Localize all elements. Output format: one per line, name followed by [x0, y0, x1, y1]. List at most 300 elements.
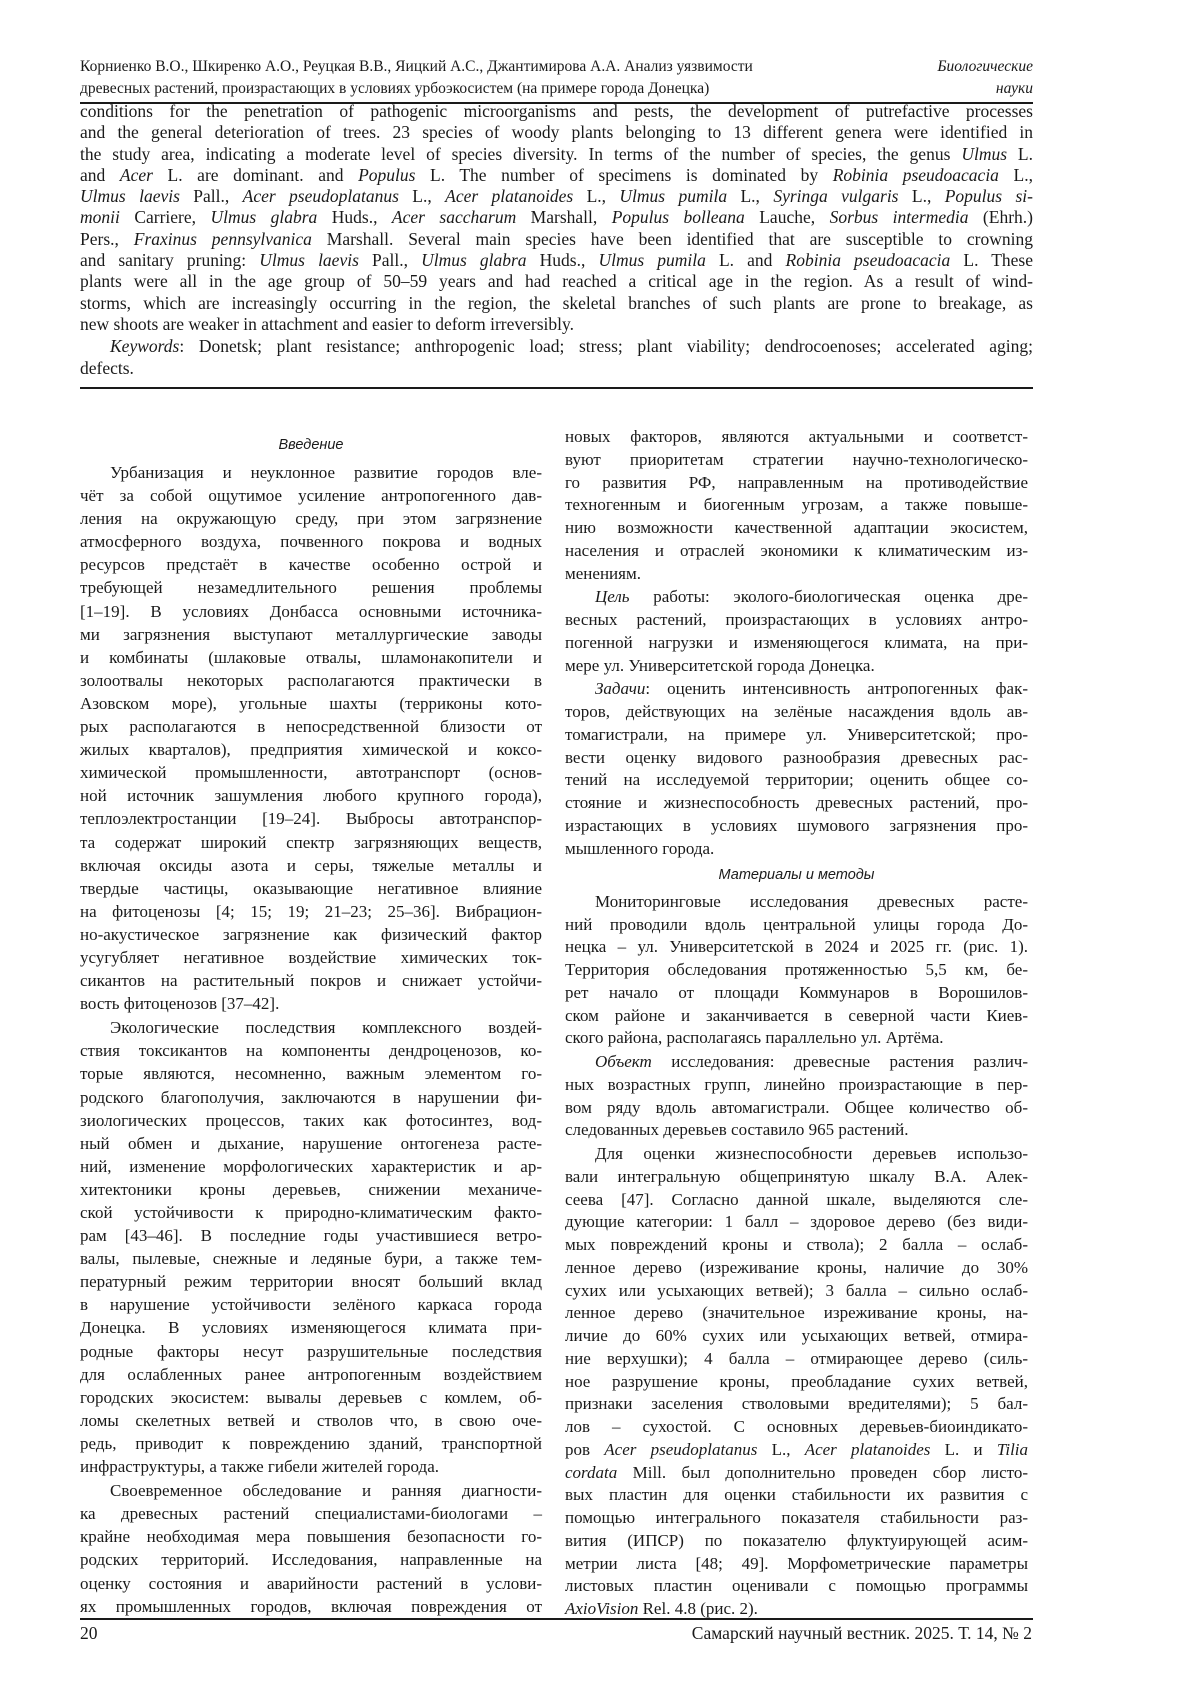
header-citation: [80, 56, 753, 99]
text-line: [80, 1572, 542, 1595]
text-run: рам [43–46]. В последние годы участившиеся ветро-: [80, 1226, 542, 1245]
italic-term: Acer pseudoplatanus: [604, 1440, 757, 1459]
italic-term: Ulmus glabra: [421, 250, 526, 270]
text-line: [80, 165, 1033, 186]
text-line: [80, 1224, 542, 1247]
text-run: ный обмен и дыхание, нарушение онтогенеза расте-: [80, 1134, 542, 1153]
text-line: [80, 1062, 542, 1085]
text-line: [80, 738, 542, 761]
text-run: Мониторинговые исследования древесных расте-: [595, 892, 1028, 911]
text-run: вали интегральную общепринятую шкалу В.А. Алек-: [565, 1167, 1028, 1186]
text-line: [80, 1316, 542, 1339]
text-run: нецка – ул. Университетской в 2024 и 2025 гг. (рис. 1).: [565, 937, 1028, 956]
text-run: вития (ИПСР) по показателю флуктуирующей асим-: [565, 1531, 1028, 1550]
italic-term: AxioVision: [565, 1599, 638, 1618]
text-run: включая оксиды азота и серы, тяжелые металлы и: [80, 856, 542, 875]
text-run: Урбанизация и неуклонное развитие городов вле-: [110, 463, 542, 482]
header-citation-line: древесных растений, произрастающих в условиях урбоэкосистем (на примере города Донецка): [80, 78, 753, 100]
text-line: [565, 1097, 1028, 1120]
text-run: вость фитоценозов [37–42].: [80, 994, 279, 1013]
text-line: [80, 807, 542, 830]
paragraph: [80, 1016, 542, 1478]
text-line: [80, 1340, 542, 1363]
text-run: сеева [47]. Согласно данной шкале, выделяются сле-: [565, 1190, 1028, 1209]
text-run: на фитоценозы [4; 15; 19; 21–23; 25–36]. Вибрацион-: [80, 902, 542, 921]
text-run: дующие категории: 1 балл – здоровое дерево (без види-: [565, 1212, 1028, 1231]
text-run: L.,: [899, 186, 945, 206]
text-run: L.,: [999, 165, 1033, 185]
text-run: L. и: [930, 1440, 996, 1459]
text-line: [80, 1155, 542, 1178]
text-line: [80, 553, 542, 576]
text-run: L. and: [706, 250, 786, 270]
text-line: [565, 1189, 1028, 1212]
text-line: [80, 1479, 542, 1502]
text-run: зиологических процессов, таких как фотосинтез, вод-: [80, 1111, 542, 1130]
text-run: менениям.: [565, 564, 641, 583]
text-line: [565, 1234, 1028, 1257]
text-line: [80, 271, 1033, 292]
text-run: ние верхушки); 4 балла – отмирающее дерево (силь-: [565, 1349, 1028, 1368]
paragraph: [565, 586, 1028, 677]
text-line: [565, 1484, 1028, 1507]
italic-term: Ulmus: [961, 144, 1007, 164]
italic-term: Robinia pseudoacacia: [786, 250, 951, 270]
text-line: [80, 229, 1033, 250]
text-line: [565, 815, 1028, 838]
text-line: [80, 1270, 542, 1293]
italic-term: Ulmus laevis: [80, 186, 180, 206]
left-column: [80, 426, 542, 1618]
text-run: ной источник зашумления любого крупного города),: [80, 786, 542, 805]
text-run: conditions for the penetration of pathogenic microorganisms and pests, the development of putrefactive processes: [80, 101, 1033, 121]
text-line: [80, 923, 542, 946]
text-run: plants were all in the age group of 50–59 years and had reached a critical age in the region. As a result of wind-: [80, 271, 1033, 291]
text-run: Rel. 4.8 (рис. 2).: [638, 1599, 758, 1618]
text-run: Для оценки жизнеспособности деревьев использо-: [595, 1144, 1028, 1163]
text-run: хитектоники кроны деревьев, снижении механиче-: [80, 1180, 542, 1199]
section-heading: Введение: [80, 426, 542, 461]
text-line: [80, 186, 1033, 207]
text-line: [80, 314, 1033, 335]
text-run: ний, изменение морфологических характеристик и ар-: [80, 1157, 542, 1176]
paragraph: [565, 1051, 1028, 1142]
text-run: и комбинаты (шлаковые отвалы, шламонакопители и: [80, 648, 542, 667]
text-line: [80, 484, 542, 507]
text-run: родные факторы несут разрушительные последствия: [80, 1342, 542, 1361]
text-run: the study area, indicating a moderate level of species diversity. In terms of the number of species, the genus: [80, 144, 961, 164]
text-line: [80, 992, 542, 1015]
text-line: [565, 426, 1028, 449]
text-line: [80, 1132, 542, 1155]
text-run: Mill. был дополнительно проведен сбор листо-: [617, 1463, 1028, 1482]
italic-term: monii: [80, 207, 120, 227]
text-run: торов, действующих на зелёные насаждения вдоль ав-: [565, 702, 1028, 721]
text-run: исследования: древесные растения различ-: [652, 1052, 1028, 1071]
text-run: сикантов на растительный покров и снижает устойчи-: [80, 971, 542, 990]
text-line: [565, 701, 1028, 724]
italic-term: Объект: [595, 1052, 652, 1071]
text-line: [565, 1027, 1028, 1050]
text-line: [565, 914, 1028, 937]
italic-term: Populus: [358, 165, 415, 185]
text-line: [80, 669, 542, 692]
text-run: новых факторов, являются актуальными и соответст-: [565, 427, 1028, 446]
italic-term: Sorbus intermedia: [830, 207, 969, 227]
text-run: L.,: [399, 186, 445, 206]
text-line: [565, 1143, 1028, 1166]
text-line: [565, 1393, 1028, 1416]
text-line: [80, 1016, 542, 1039]
text-run: L. are dominant. and: [153, 165, 358, 185]
text-line: [80, 1386, 542, 1409]
text-line: [565, 1119, 1028, 1142]
text-line: [80, 1293, 542, 1316]
text-run: в нарушение устойчивости зелёного каркаса города: [80, 1295, 542, 1314]
text-run: [1–19]. В условиях Донбасса основными источника-: [80, 602, 542, 621]
text-run: Территория обследования протяженностью 5,5 км, бе-: [565, 960, 1028, 979]
italic-term: Ulmus pumila: [598, 250, 705, 270]
header-section: [937, 56, 1033, 99]
text-line: [565, 1416, 1028, 1439]
text-run: городских экосистем: вывалы деревьев с комлем, об-: [80, 1388, 542, 1407]
text-run: требующей незамедлительного решения проблемы: [80, 578, 542, 597]
text-run: ском районе и заканчивается в северной части Киев-: [565, 1006, 1028, 1025]
footer-divider: [80, 1618, 1033, 1620]
italic-term: Keywords: [110, 336, 179, 356]
text-line: [565, 1575, 1028, 1598]
text-run: L.: [1007, 144, 1033, 164]
text-line: [80, 293, 1033, 314]
text-run: золоотвалы некоторых располагаются практически в: [80, 671, 542, 690]
text-line: [565, 1325, 1028, 1348]
text-run: Азовском море), угольные шахты (терриконы кото-: [80, 694, 542, 713]
text-line: [565, 1507, 1028, 1530]
text-run: торые являются, несомненно, важным элементом го-: [80, 1064, 542, 1083]
text-run: Pall.,: [180, 186, 243, 206]
text-line: [565, 1530, 1028, 1553]
text-run: весных растений, произрастающих в условиях антро-: [565, 610, 1028, 629]
text-run: тений на исследуемой территории; оценить общее со-: [565, 770, 1028, 789]
text-run: Marshall. Several main species have been identified that are susceptible to crowning: [312, 229, 1033, 249]
text-line: [80, 761, 542, 784]
text-line: [80, 600, 542, 623]
text-line: [565, 494, 1028, 517]
paragraph: [565, 1143, 1028, 1621]
running-header: [80, 56, 1033, 104]
text-run: химической промышленности, автотранспорт (основ-: [80, 763, 542, 782]
text-run: пературный режим территории вносят больший вклад: [80, 1272, 542, 1291]
text-line: [80, 784, 542, 807]
text-line: [80, 646, 542, 669]
italic-term: Populus si-: [945, 186, 1033, 206]
text-run: Carriere,: [120, 207, 211, 227]
text-run: лов – сухостой. С основных деревьев-биоиндикато-: [565, 1417, 1028, 1436]
text-run: вуют приоритетам стратегии научно-технологическо-: [565, 450, 1028, 469]
text-line: [565, 632, 1028, 655]
text-run: L. The number of specimens is dominated by: [415, 165, 832, 185]
text-line: [565, 1553, 1028, 1576]
text-run: редь, приводит к повреждению зданий, транспортной: [80, 1434, 542, 1453]
text-run: помощью интегрального показателя стабильности раз-: [565, 1508, 1028, 1527]
text-line: [80, 1039, 542, 1062]
text-run: мых повреждений кроны и ствола); 2 балла – ослаб-: [565, 1235, 1028, 1254]
italic-term: Fraxinus pennsylvanica: [134, 229, 312, 249]
text-run: родских территорий. Исследования, направленные на: [80, 1550, 542, 1569]
text-run: атмосферного воздуха, почвенного покрова и водных: [80, 532, 542, 551]
text-line: [80, 122, 1033, 143]
text-line: [80, 831, 542, 854]
text-line: [565, 1280, 1028, 1303]
text-run: работы: эколого-биологическая оценка дре-: [630, 587, 1028, 606]
text-run: : оценить интенсивность антропогенных фак-: [645, 679, 1028, 698]
text-run: ное разрушение кроны, преобладание сухих ветвей,: [565, 1372, 1028, 1391]
text-run: листовых пластин оценивали с помощью программы: [565, 1576, 1028, 1595]
text-line: [565, 1371, 1028, 1394]
text-run: L. These: [950, 250, 1033, 270]
text-line: [80, 1178, 542, 1201]
text-line: [565, 563, 1028, 586]
text-line: [565, 1005, 1028, 1028]
italic-term: Acer platanoides: [805, 1440, 931, 1459]
text-line: [80, 507, 542, 530]
text-run: ми загрязнения выступают металлургические заводы: [80, 625, 542, 644]
text-run: new shoots are weaker in attachment and easier to deform irreversibly.: [80, 314, 574, 334]
italic-term: Acer saccharum: [392, 207, 516, 227]
text-line: [565, 724, 1028, 747]
text-run: признаки заселения стволовыми вредителями); 5 бал-: [565, 1394, 1028, 1413]
right-column: [565, 426, 1028, 1621]
text-run: : Donetsk; plant resistance; anthropogenic load; stress; plant viability; dendrocoenoses; accelerated aging;: [179, 336, 1033, 356]
text-line: [565, 1211, 1028, 1234]
text-line: [80, 576, 542, 599]
text-run: теплоэлектростанции [19–24]. Выбросы автотранспор-: [80, 809, 542, 828]
page-number: 20: [80, 1622, 98, 1644]
text-line: [565, 1257, 1028, 1280]
text-run: L.,: [573, 186, 619, 206]
header-section-line: Биологические: [937, 56, 1033, 78]
text-line: [565, 449, 1028, 472]
text-line: [80, 623, 542, 646]
paragraph: [80, 1479, 542, 1618]
text-line: [565, 936, 1028, 959]
text-line: [80, 1525, 542, 1548]
paragraph: [80, 336, 1033, 379]
text-run: оценку состояния и аварийности растений в услови-: [80, 1574, 542, 1593]
text-run: населения и отраслей экономики к климатическим из-: [565, 541, 1028, 560]
text-line: [80, 877, 542, 900]
text-line: [80, 969, 542, 992]
text-line: [80, 461, 542, 484]
text-run: defects.: [80, 358, 134, 378]
text-run: Huds.,: [527, 250, 599, 270]
text-run: родского благополучия, заключаются в нарушении фи-: [80, 1088, 542, 1107]
text-run: ка древесных растений специалистами-биологами –: [80, 1504, 542, 1523]
text-run: ления на окружающую среду, при этом загрязнение: [80, 509, 542, 528]
text-line: [565, 472, 1028, 495]
text-run: чёт за собой ощутимое усиление антропогенного дав-: [80, 486, 542, 505]
text-run: валы, пылевые, снежные и ледяные бури, а также тем-: [80, 1249, 542, 1268]
text-line: [565, 1051, 1028, 1074]
text-line: [80, 1502, 542, 1525]
text-line: [80, 144, 1033, 165]
text-run: ской устойчивости к природно-климатическим факто-: [80, 1203, 542, 1222]
text-run: го развития РФ, направленным на противодействие: [565, 473, 1028, 492]
text-run: метрии листа [48; 49]. Морфометрические параметры: [565, 1554, 1028, 1573]
text-line: [80, 336, 1033, 357]
text-line: [565, 1166, 1028, 1189]
text-line: [80, 1201, 542, 1224]
paragraph: [80, 461, 542, 1015]
text-line: [80, 101, 1033, 122]
text-run: техногенным и биогенным угрозам, а также повыше-: [565, 495, 1028, 514]
text-run: ломы скелетных ветвей и стволов что, в свою оче-: [80, 1411, 542, 1430]
text-line: [565, 747, 1028, 770]
text-run: усугубляет негативное воздействие химических ток-: [80, 948, 542, 967]
text-line: [565, 1348, 1028, 1371]
section-heading: Материалы и методы: [565, 860, 1028, 891]
text-run: вых пластин для оценки стабильности их развития с: [565, 1485, 1028, 1504]
text-run: мышленного города.: [565, 839, 714, 858]
text-run: нию возможности качественной адаптации экосистем,: [565, 518, 1028, 537]
text-run: для ослабленных ранее антропогенным воздействием: [80, 1365, 542, 1384]
text-run: and sanitary pruning:: [80, 250, 259, 270]
text-run: and the general deterioration of trees. 23 species of woody plants belonging to 13 different genera were identified in: [80, 122, 1033, 142]
italic-term: Ulmus pumila: [619, 186, 727, 206]
text-run: ленное дерево (значительное изреживание кроны, на-: [565, 1303, 1028, 1322]
italic-term: Acer: [120, 165, 153, 185]
text-run: ресурсов предстаёт в качестве особенно острой и: [80, 555, 542, 574]
text-run: Pers.,: [80, 229, 134, 249]
text-run: Экологические последствия комплексного воздей-: [110, 1018, 542, 1037]
text-line: [565, 891, 1028, 914]
text-line: [80, 692, 542, 715]
text-line: [565, 1439, 1028, 1462]
text-line: [80, 530, 542, 553]
italic-term: Acer pseudoplatanus: [243, 186, 399, 206]
text-run: мере ул. Университетской города Донецка.: [565, 656, 875, 675]
text-run: жилых кварталов), предприятия химической и коксо-: [80, 740, 542, 759]
text-run: ях промышленных городов, включая повреждения от: [80, 1597, 542, 1616]
text-run: стояние и жизнеспособность древесных растений, про-: [565, 793, 1028, 812]
text-run: но-акустическое загрязнение как физический фактор: [80, 925, 542, 944]
text-line: [565, 517, 1028, 540]
text-run: Huds.,: [317, 207, 392, 227]
italic-term: Robinia pseudoacacia: [833, 165, 999, 185]
text-run: L.,: [727, 186, 773, 206]
text-run: Донецка. В условиях изменяющегося климата при-: [80, 1318, 542, 1337]
text-run: следованных деревьев составило 965 растений.: [565, 1120, 908, 1139]
text-line: [565, 792, 1028, 815]
italic-term: Ulmus glabra: [210, 207, 317, 227]
text-line: [80, 358, 1033, 379]
text-line: [80, 900, 542, 923]
text-line: [565, 540, 1028, 563]
text-line: [565, 1074, 1028, 1097]
text-line: [80, 207, 1033, 228]
italic-term: Syringa vulgaris: [773, 186, 898, 206]
paragraph: [565, 426, 1028, 585]
text-run: вом ряду вдоль автомагистрали. Общее количество об-: [565, 1098, 1028, 1117]
text-run: израстающих в условиях шумового загрязнения про-: [565, 816, 1028, 835]
text-line: [80, 1363, 542, 1386]
italic-term: Populus bolleana: [612, 207, 745, 227]
text-line: [565, 678, 1028, 701]
italic-term: Ulmus laevis: [259, 250, 359, 270]
italic-term: Acer platanoides: [445, 186, 573, 206]
text-line: [80, 1455, 542, 1478]
text-run: рет начало от площади Коммунаров в Ворошилов-: [565, 983, 1028, 1002]
text-run: ленное дерево (изреживание кроны, наличие до 30%: [565, 1258, 1028, 1277]
text-run: твердые частицы, оказывающие негативное влияние: [80, 879, 542, 898]
text-line: [80, 946, 542, 969]
text-line: [565, 982, 1028, 1005]
text-run: and: [80, 165, 120, 185]
text-run: Marshall,: [516, 207, 612, 227]
text-run: сухих или усыхающих ветвей); 3 балла – сильно ослаб-: [565, 1281, 1028, 1300]
text-line: [565, 1462, 1028, 1485]
text-run: (Ehrh.): [968, 207, 1033, 227]
text-line: [565, 838, 1028, 861]
text-run: ных возрастных групп, линейно произрастающие в пер-: [565, 1075, 1028, 1094]
italic-term: cordata: [565, 1463, 617, 1482]
text-line: [565, 586, 1028, 609]
text-line: [80, 250, 1033, 271]
paragraph: [565, 891, 1028, 1050]
text-line: [565, 655, 1028, 678]
text-line: [80, 1595, 542, 1618]
text-line: [565, 769, 1028, 792]
italic-term: Задачи: [595, 679, 645, 698]
text-line: [80, 715, 542, 738]
text-run: ров: [565, 1440, 604, 1459]
text-run: ствия токсикантов на компоненты дендроценозов, ко-: [80, 1041, 542, 1060]
paragraph: [565, 678, 1028, 860]
text-line: [80, 1247, 542, 1270]
text-line: [80, 1086, 542, 1109]
text-line: [80, 854, 542, 877]
text-line: [565, 1302, 1028, 1325]
text-run: Lauche,: [745, 207, 830, 227]
text-run: Своевременное обследование и ранняя диагности-: [110, 1481, 542, 1500]
text-run: крайне необходимая мера повышения безопасности го-: [80, 1527, 542, 1546]
text-run: ний проводили вдоль центральной улицы города До-: [565, 915, 1028, 934]
header-section-line: науки: [937, 78, 1033, 100]
italic-term: Цель: [595, 587, 630, 606]
text-line: [80, 1548, 542, 1571]
text-run: рых располагаются в непосредственной близости от: [80, 717, 542, 736]
text-line: [565, 959, 1028, 982]
paragraph: [80, 101, 1033, 335]
text-run: Pall.,: [359, 250, 421, 270]
text-run: та содержат широкий спектр загрязняющих веществ,: [80, 833, 542, 852]
text-run: личие до 60% сухих или усыхающих ветвей, отмира-: [565, 1326, 1028, 1345]
text-run: вести оценку видового разнообразия древесных рас-: [565, 748, 1028, 767]
text-run: storms, which are increasingly occurring in the region, the skeletal branches of such plants are prone to breakage, as: [80, 293, 1033, 313]
journal-citation: Самарский научный вестник. 2025. Т. 14, № 2: [692, 1622, 1032, 1644]
text-run: инфраструктуры, а также гибели жителей города.: [80, 1457, 439, 1476]
text-line: [80, 1409, 542, 1432]
italic-term: Tilia: [997, 1440, 1028, 1459]
header-citation-line: Корниенко В.О., Шкиренко А.О., Реуцкая В.В., Яицкий А.С., Джантимирова А.А. Анализ уязвимости: [80, 56, 753, 78]
text-line: [80, 1432, 542, 1455]
abstract-english: [80, 101, 1033, 389]
text-run: ского района, располагаясь параллельно ул. Артёма.: [565, 1028, 944, 1047]
text-run: погенной нагрузки и изменяющегося климата, на при-: [565, 633, 1028, 652]
text-run: томагистрали, на примере ул. Университетской; про-: [565, 725, 1028, 744]
text-run: L.,: [757, 1440, 804, 1459]
text-line: [565, 609, 1028, 632]
